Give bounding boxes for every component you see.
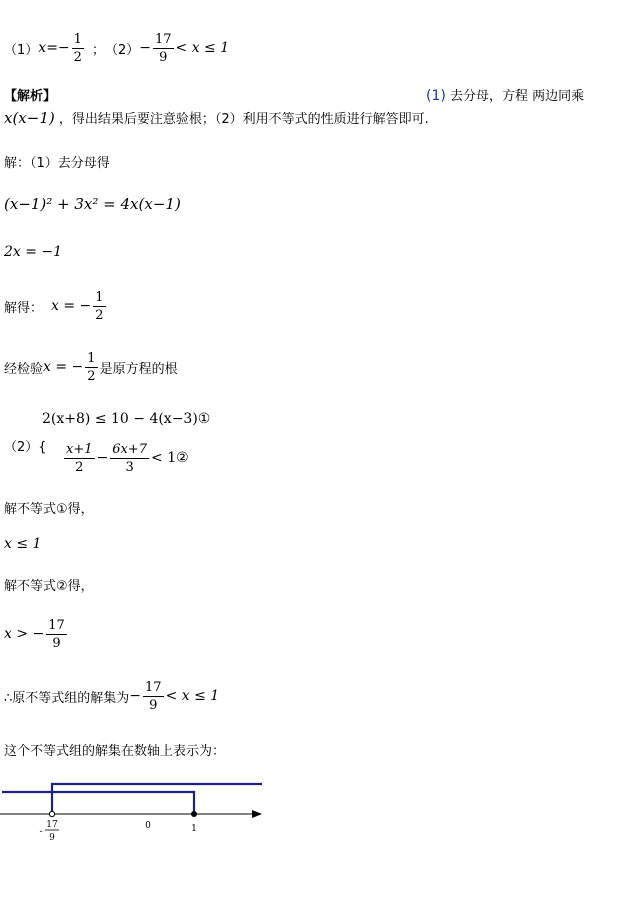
analysis-marker: (1) <box>426 88 446 104</box>
analysis-line2 <box>4 108 429 127</box>
region-line-upper <box>52 784 262 814</box>
answer-part2-fraction <box>153 32 174 65</box>
conclusion-fraction <box>143 680 164 713</box>
system-inequality-2 <box>62 438 189 478</box>
answer-part1-variable: x <box>38 40 47 56</box>
ineq2-tail: < 1② <box>151 450 189 466</box>
conclusion-tail: < x ≤ 1 <box>165 688 220 704</box>
numberline-caption: 这个不等式组的解集在数轴上表示为： <box>4 744 226 759</box>
answer-line <box>4 30 229 66</box>
solution-solve-numerator: 1 <box>95 289 104 305</box>
tick-left-sign: - <box>39 827 43 837</box>
solution-check-denominator: 2 <box>87 368 96 384</box>
answer-part2-numerator: 17 <box>154 31 172 47</box>
ineq2-denominator-1: 2 <box>75 459 84 475</box>
analysis-label: 【解析】 <box>4 89 57 104</box>
step2-numerator: 17 <box>48 617 65 633</box>
step2-expr: x > − <box>4 626 45 642</box>
ineq2-minus: − <box>96 450 109 466</box>
conclusion-line <box>4 676 219 716</box>
answer-part1-numerator: 1 <box>73 31 82 47</box>
analysis-line1-text: 去分母，方程 两边同乘 <box>449 89 585 104</box>
step2-label: 解不等式②得， <box>4 579 94 594</box>
solution-check-label: 经检验 <box>4 361 44 377</box>
solution-solve-fraction <box>93 290 105 323</box>
analysis-line1-right <box>426 85 584 104</box>
conclusion-numerator: 17 <box>145 679 162 695</box>
conclusion-minus: − <box>129 688 142 704</box>
solution-intro: 解：（1）去分母得 <box>4 156 110 171</box>
solution-solve-label: 解得： <box>4 300 44 316</box>
answer-part2-denominator: 9 <box>159 49 168 65</box>
solution-solve-line <box>4 286 108 326</box>
answer-part1-label: （1） <box>4 42 39 58</box>
system-label: （2）{ <box>4 440 47 455</box>
solution-equation-1: (x−1)² + 3x² = 4x(x−1) <box>4 195 181 213</box>
solution-check-numerator: 1 <box>87 350 96 366</box>
ineq2-fraction-2 <box>110 442 149 475</box>
step2-result <box>4 614 69 654</box>
answer-part2-minus: − <box>139 40 151 56</box>
closed-point-one <box>191 811 197 817</box>
step2-fraction <box>46 618 67 651</box>
tick-left-denominator: 9 <box>49 833 55 843</box>
solution-solve-denominator: 2 <box>95 307 104 323</box>
solution-equation-2: 2x = −1 <box>4 244 63 260</box>
region-line-lower <box>2 792 194 814</box>
answer-part1-equals: =− <box>46 40 70 56</box>
solution-check-tail: 是原方程的根 <box>99 361 178 377</box>
axis-arrow-icon <box>252 810 262 818</box>
answer-separator: ； <box>91 42 105 58</box>
system-inequality-1: 2(x+8) ≤ 10 − 4(x−3)① <box>42 411 211 427</box>
answer-part1-fraction <box>72 32 84 65</box>
answer-part2-label: （2） <box>104 42 140 58</box>
tick-zero: 0 <box>145 821 151 831</box>
step1-label: 解不等式①得， <box>4 502 94 517</box>
conclusion-denominator: 9 <box>149 697 158 713</box>
solution-check-fraction <box>85 351 97 384</box>
open-point-left <box>49 811 54 816</box>
solution-check-expr: x = − <box>43 359 84 375</box>
analysis-line2-expr: x(x−1) <box>4 109 55 127</box>
step2-denominator: 9 <box>52 635 61 651</box>
ineq2-fraction-1 <box>64 442 95 475</box>
analysis-line2-text: ，得出结果后要注意验根；（2）利用不等式的性质进行解答即可. <box>58 112 429 127</box>
tick-one: 1 <box>191 824 197 834</box>
ineq2-denominator-2: 3 <box>125 459 134 475</box>
solution-solve-expr: x = − <box>51 298 92 314</box>
answer-part2-rest: < x ≤ 1 <box>175 40 230 56</box>
number-line-figure <box>0 770 280 850</box>
conclusion-label: ∴原不等式组的解集为 <box>4 690 130 706</box>
step1-result: x ≤ 1 <box>4 536 42 552</box>
tick-left-numerator: 17 <box>46 820 58 830</box>
solution-check-line <box>4 347 178 387</box>
ineq2-numerator-1: x+1 <box>66 441 93 457</box>
answer-part1-denominator: 2 <box>73 49 82 65</box>
ineq2-numerator-2: 6x+7 <box>112 441 148 457</box>
